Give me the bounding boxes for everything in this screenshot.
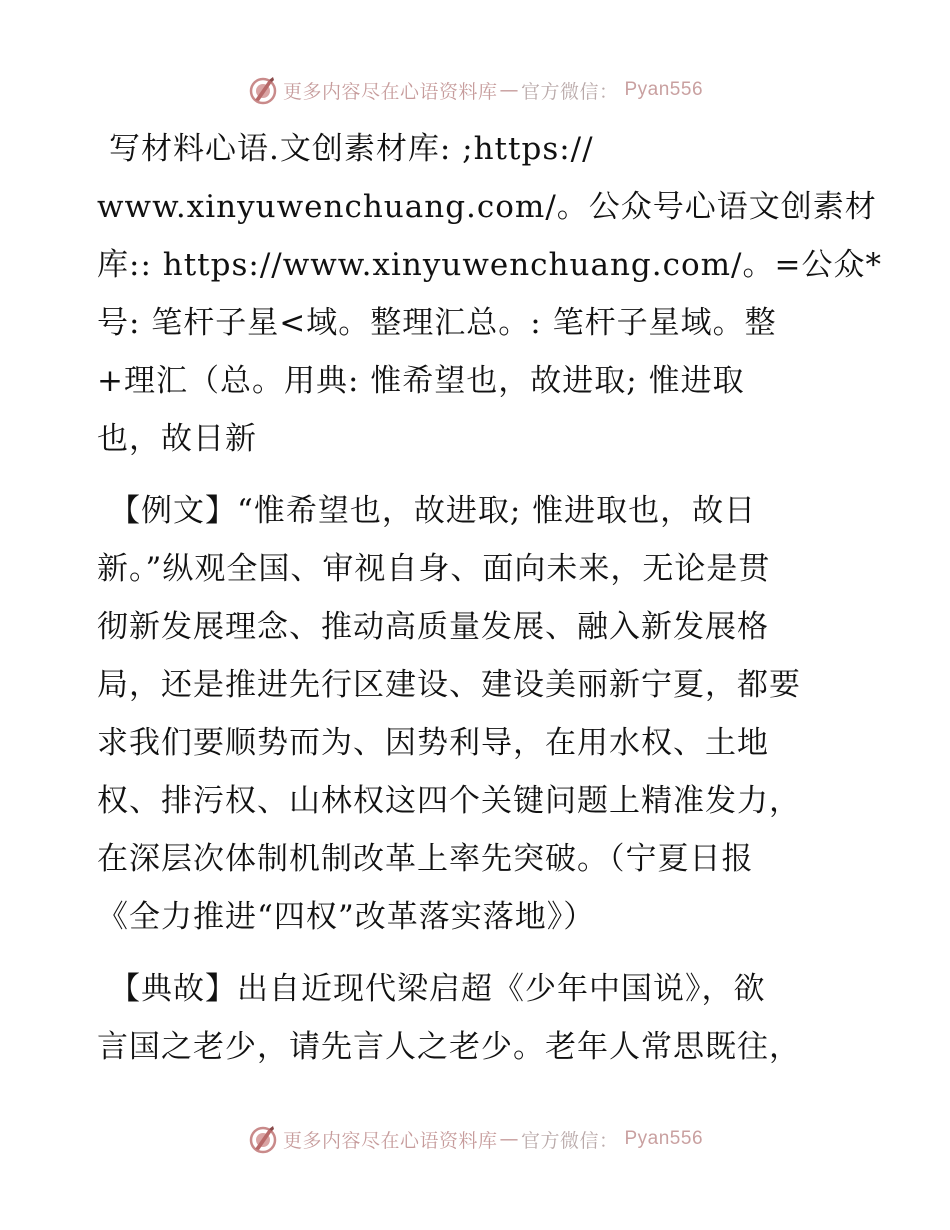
paragraph-intro bbox=[97, 120, 882, 468]
text-line: 言国之老少，请先言人之老少。老年人常思既往， bbox=[97, 1029, 801, 1065]
watermark-wechat-id: Pyan556 bbox=[624, 1128, 704, 1149]
brush-logo-icon bbox=[247, 1123, 279, 1155]
header-watermark bbox=[0, 70, 950, 110]
text-line: www.xinyuwenchuang.com/。公众号心语文创素材 bbox=[97, 189, 877, 225]
text-line: 求我们要顺势而为、因势利导，在用水权、土地 bbox=[97, 725, 769, 761]
watermark-official-label: 官方微信： bbox=[520, 1129, 619, 1152]
text-line: 《全力推进“四权”改革落实落地》） bbox=[97, 899, 596, 935]
brush-logo-icon bbox=[247, 74, 279, 106]
watermark-separator: — bbox=[499, 79, 519, 101]
watermark-text: 更多内容尽在心语资料库 bbox=[282, 1129, 498, 1152]
text-line: 权、排污权、山林权这四个关键问题上精准发力， bbox=[97, 783, 801, 819]
watermark-separator: — bbox=[499, 1128, 519, 1150]
text-line: 局，还是推进先行区建设、建设美丽新宁夏，都要 bbox=[97, 667, 801, 703]
text-line: 彻新发展理念、推动高质量发展、融入新发展格 bbox=[97, 609, 769, 645]
footer-watermark bbox=[0, 1119, 950, 1159]
text-line: 号: 笔杆子星<域。整理汇总。: 笔杆子星域。整 bbox=[97, 305, 777, 341]
watermark-wechat-id: Pyan556 bbox=[624, 79, 704, 100]
text-line: 【典故】出自近现代梁启超《少年中国说》，欲 bbox=[109, 971, 766, 1007]
paragraph-allusion bbox=[97, 960, 857, 1076]
watermark-official-label: 官方微信： bbox=[520, 80, 619, 103]
text-line: +理汇（总。用典: 惟希望也，故进取; 惟进取 bbox=[97, 363, 745, 399]
text-line: 【例文】“惟希望也，故进取; 惟进取也，故日 bbox=[109, 493, 757, 529]
text-line: 在深层次体制机制改革上率先突破。（宁夏日报 bbox=[97, 841, 754, 877]
text-line: 也，故日新 bbox=[97, 421, 257, 457]
paragraph-example bbox=[97, 482, 857, 946]
document-body bbox=[97, 120, 882, 1076]
text-line: 写材料心语.文创素材库: ;https:// bbox=[109, 131, 594, 167]
text-line: 库:: https://www.xinyuwenchuang.com/。=公众* bbox=[97, 247, 882, 283]
text-line: 新。”纵观全国、审视自身、面向未来，无论是贯 bbox=[97, 551, 771, 587]
watermark-text: 更多内容尽在心语资料库 bbox=[282, 80, 498, 103]
